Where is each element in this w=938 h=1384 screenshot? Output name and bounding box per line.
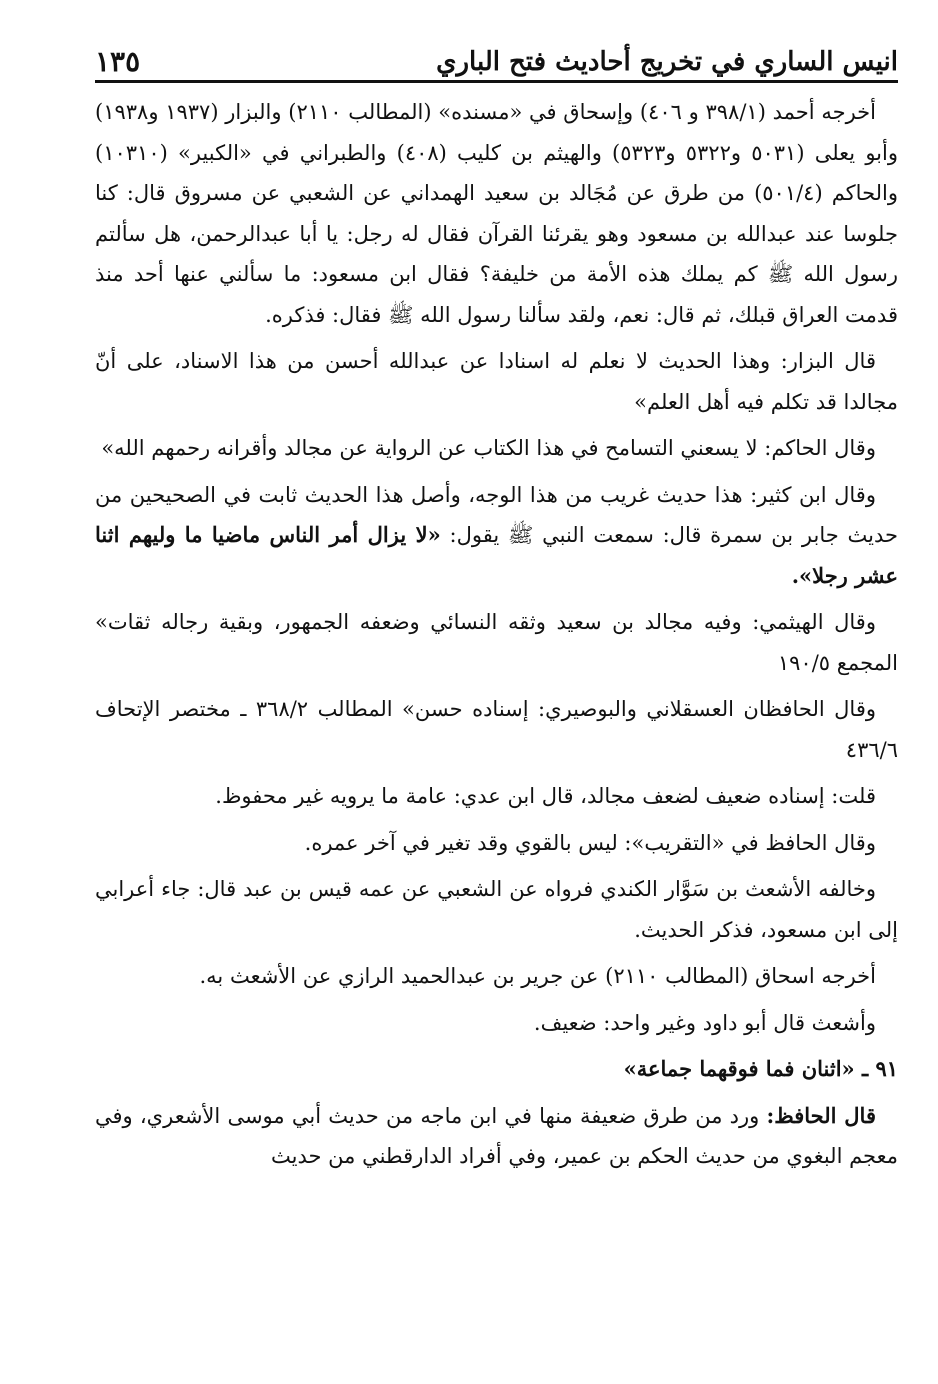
hafiz-text: ورد من طرق ضعيفة منها في ابن ماجه من حديث أبي موسى الأشعري، وفي معجم البغوي من حديث الحكم بن عمير، وفي أفراد الدارقطني من حديث xyxy=(95,1103,898,1168)
page-number: ١٣٥ xyxy=(95,45,141,78)
paragraph-hafiz xyxy=(95,1096,898,1177)
paragraph-haythami: وقال الهيثمي: وفيه مجالد بن سعيد وثقه النسائي وضعفه الجمهور، وبقية رجاله ثقات» المجمع ١٩٠/٥ xyxy=(95,610,898,675)
running-header xyxy=(95,30,898,82)
paragraph-ishaq: أخرجه اسحاق (المطالب ٢١١٠) عن جرير بن عبدالحميد الرازي عن الأشعث به. xyxy=(199,964,876,988)
hafiz-lead: قال الحافظ: xyxy=(766,1102,876,1128)
header-rule xyxy=(95,80,898,83)
paragraph-hakim: وقال الحاكم: لا يسعني التسامح في هذا الكتاب عن الرواية عن مجالد وأقرانه رحمهم الله» xyxy=(101,436,876,460)
paragraph-abu-dawud: وأشعث قال أبو داود وغير واحد: ضعيف. xyxy=(533,1010,876,1035)
paragraph-ashath: وخالفه الأشعث بن سَوَّار الكندي فرواه عن الشعبي عن عمه قيس بن عبد قال: جاء أعرابي إلى ابن مسعود، فذكر الحديث. xyxy=(95,877,898,942)
hadith-heading: ٩١ ـ «اثنان فما فوقهما جماعة» xyxy=(623,1056,898,1081)
paragraph-takhrij-ahmad: أخرجه أحمد (٣٩٨/١ و ٤٠٦) وإسحاق في «مسنده» (المطالب ٢١١٠) والبزار (١٩٣٧ و١٩٣٨) وأبو يعلى (٥٠٣١ و٥٣٢٢ و٥٣٢٣) والهيثم بن كليب (٤٠٨) والطبراني في «الكبير» (١٠٣١٠) والحاكم (٥٠١/٤) من طرق عن مُجَالد بن سعيد الهمداني عن الشعبي عن مسروق قال: كنا جلوسا عند عبدالله بن مسعود وهو يقرئنا القرآن فقال له رجل: يا أبا عبدالرحمن، هل سألتم رسول الله ﷺ كم يملك هذه الأمة من خليفة؟ فقال ابن مسعود: ما سألني عنها أحد منذ قدمت العراق قبلك، ثم قال: نعم، ولقد سألنا رسول الله ﷺ فقال: فذكره. xyxy=(95,100,899,327)
page-body xyxy=(95,92,898,1183)
running-title: انيس الساري في تخريج أحاديث فتح الباري xyxy=(436,47,898,77)
hadith-quote: «لا يزال أمر الناس ماضيا ما وليهم اثنا عشر رجلا». xyxy=(95,522,898,588)
paragraph-bazzar: قال البزار: وهذا الحديث لا نعلم له اسنادا عن عبدالله أحسن من هذا الاسناد، على أنّ مجالدا قد تكلم فيه أهل العلم» xyxy=(95,349,898,414)
paragraph-ibn-kathir xyxy=(95,475,898,597)
paragraph-asqalani: وقال الحافظان العسقلاني والبوصيري: إسناده حسن» المطالب ٣٦٨/٢ ـ مختصر الإتحاف ٤٣٦/٦ xyxy=(95,697,898,762)
paragraph-qultu: قلت: إسناده ضعيف لضعف مجالد، قال ابن عدي: عامة ما يرويه غير محفوظ. xyxy=(215,784,876,808)
paragraph-ibn-kathir-text: وقال ابن كثير: هذا حديث غريب من هذا الوجه، وأصل هذا الحديث ثابت في الصحيحين من حديث جابر بن سمرة قال: سمعت النبي ﷺ يقول: xyxy=(95,482,898,547)
paragraph-taqrib: وقال الحافظ في «التقريب»: ليس بالقوي وقد تغير في آخر عمره. xyxy=(304,830,876,855)
